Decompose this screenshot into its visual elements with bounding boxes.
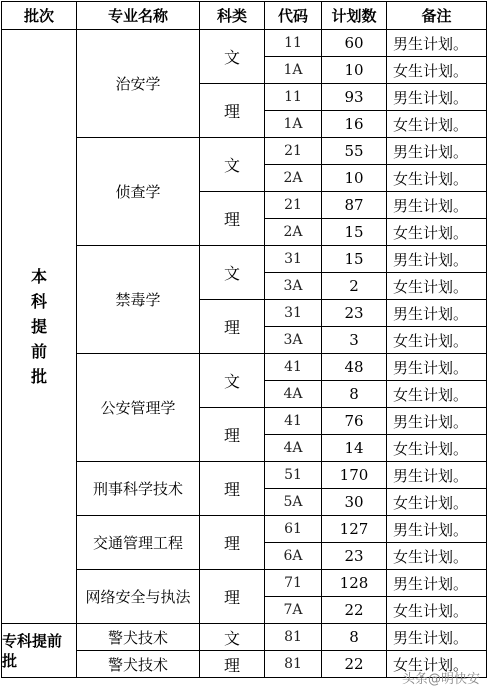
remark-cell: 男生计划。 xyxy=(387,192,487,219)
header-code: 代码 xyxy=(265,2,322,30)
remark-cell: 女生计划。 xyxy=(387,219,487,246)
header-major: 专业名称 xyxy=(77,2,200,30)
remark-cell: 女生计划。 xyxy=(387,165,487,192)
code-cell: 4A xyxy=(265,435,322,462)
remark-cell: 男生计划。 xyxy=(387,138,487,165)
count-cell: 10 xyxy=(322,165,387,192)
count-cell: 10 xyxy=(322,57,387,84)
remark-cell: 男生计划。 xyxy=(387,30,487,57)
header-row xyxy=(2,2,487,30)
count-cell: 8 xyxy=(322,624,387,651)
major-name: 刑事科学技术 xyxy=(77,462,200,516)
code-cell: 3A xyxy=(265,327,322,354)
code-cell: 2A xyxy=(265,219,322,246)
count-cell: 128 xyxy=(322,570,387,597)
table-row xyxy=(2,624,487,651)
count-cell: 2 xyxy=(322,273,387,300)
code-cell: 71 xyxy=(265,570,322,597)
remark-cell: 女生计划。 xyxy=(387,57,487,84)
header-category: 科类 xyxy=(200,2,265,30)
category-cell: 理 xyxy=(200,300,265,354)
count-cell: 23 xyxy=(322,543,387,570)
major-name: 治安学 xyxy=(77,30,200,138)
table-row xyxy=(2,30,487,57)
major-name: 公安管理学 xyxy=(77,354,200,462)
major-name: 交通管理工程 xyxy=(77,516,200,570)
category-cell: 文 xyxy=(200,354,265,408)
remark-cell: 男生计划。 xyxy=(387,84,487,111)
category-cell: 理 xyxy=(200,516,265,570)
remark-cell: 男生计划。 xyxy=(387,354,487,381)
code-cell: 41 xyxy=(265,408,322,435)
code-cell: 51 xyxy=(265,462,322,489)
remark-cell: 女生计划。 xyxy=(387,651,487,678)
watermark-text: 头条@明快安 xyxy=(401,672,480,687)
category-cell: 理 xyxy=(200,192,265,246)
remark-cell: 男生计划。 xyxy=(387,300,487,327)
code-cell: 4A xyxy=(265,381,322,408)
count-cell: 3 xyxy=(322,327,387,354)
category-cell: 文 xyxy=(200,30,265,84)
remark-cell: 男生计划。 xyxy=(387,516,487,543)
remark-cell: 女生计划。 xyxy=(387,273,487,300)
count-cell: 22 xyxy=(322,651,387,678)
major-name: 网络安全与执法 xyxy=(77,570,200,624)
code-cell: 6A xyxy=(265,543,322,570)
code-cell: 5A xyxy=(265,489,322,516)
category-cell: 理 xyxy=(200,462,265,516)
code-cell: 1A xyxy=(265,111,322,138)
code-cell: 21 xyxy=(265,192,322,219)
remark-cell: 女生计划。 xyxy=(387,543,487,570)
count-cell: 76 xyxy=(322,408,387,435)
count-cell: 14 xyxy=(322,435,387,462)
remark-cell: 男生计划。 xyxy=(387,408,487,435)
major-name: 侦查学 xyxy=(77,138,200,246)
enrollment-plan-table xyxy=(1,1,487,678)
count-cell: 127 xyxy=(322,516,387,543)
code-cell: 81 xyxy=(265,624,322,651)
count-cell: 55 xyxy=(322,138,387,165)
batch-junior-college-early: 专科提前批 xyxy=(2,624,77,678)
category-cell: 文 xyxy=(200,246,265,300)
remark-cell: 女生计划。 xyxy=(387,381,487,408)
code-cell: 31 xyxy=(265,300,322,327)
code-cell: 11 xyxy=(265,84,322,111)
remark-cell: 男生计划。 xyxy=(387,570,487,597)
code-cell: 21 xyxy=(265,138,322,165)
count-cell: 22 xyxy=(322,597,387,624)
code-cell: 41 xyxy=(265,354,322,381)
count-cell: 60 xyxy=(322,30,387,57)
code-cell: 31 xyxy=(265,246,322,273)
major-name: 警犬技术 xyxy=(77,651,200,678)
category-cell: 理 xyxy=(200,570,265,624)
code-cell: 1A xyxy=(265,57,322,84)
code-cell: 3A xyxy=(265,273,322,300)
code-cell: 2A xyxy=(265,165,322,192)
remark-cell: 男生计划。 xyxy=(387,462,487,489)
category-cell: 文 xyxy=(200,624,265,651)
major-name: 警犬技术 xyxy=(77,624,200,651)
remark-cell: 男生计划。 xyxy=(387,246,487,273)
count-cell: 87 xyxy=(322,192,387,219)
batch-undergrad-early: 本 科 提 前 批 xyxy=(2,30,77,624)
count-cell: 16 xyxy=(322,111,387,138)
header-plan-count: 计划数 xyxy=(322,2,387,30)
remark-cell: 男生计划。 xyxy=(387,624,487,651)
count-cell: 170 xyxy=(322,462,387,489)
count-cell: 23 xyxy=(322,300,387,327)
remark-cell: 女生计划。 xyxy=(387,327,487,354)
code-cell: 61 xyxy=(265,516,322,543)
count-cell: 8 xyxy=(322,381,387,408)
category-cell: 理 xyxy=(200,408,265,462)
category-cell: 理 xyxy=(200,651,265,678)
count-cell: 48 xyxy=(322,354,387,381)
remark-cell: 女生计划。 xyxy=(387,489,487,516)
category-cell: 理 xyxy=(200,84,265,138)
remark-cell: 女生计划。 xyxy=(387,111,487,138)
category-cell: 文 xyxy=(200,138,265,192)
code-cell: 11 xyxy=(265,30,322,57)
header-batch: 批次 xyxy=(2,2,77,30)
code-cell: 7A xyxy=(265,597,322,624)
count-cell: 93 xyxy=(322,84,387,111)
header-remark: 备注 xyxy=(387,2,487,30)
code-cell: 81 xyxy=(265,651,322,678)
count-cell: 15 xyxy=(322,246,387,273)
remark-cell: 女生计划。 xyxy=(387,435,487,462)
count-cell: 30 xyxy=(322,489,387,516)
remark-cell: 女生计划。 xyxy=(387,597,487,624)
major-name: 禁毒学 xyxy=(77,246,200,354)
count-cell: 15 xyxy=(322,219,387,246)
